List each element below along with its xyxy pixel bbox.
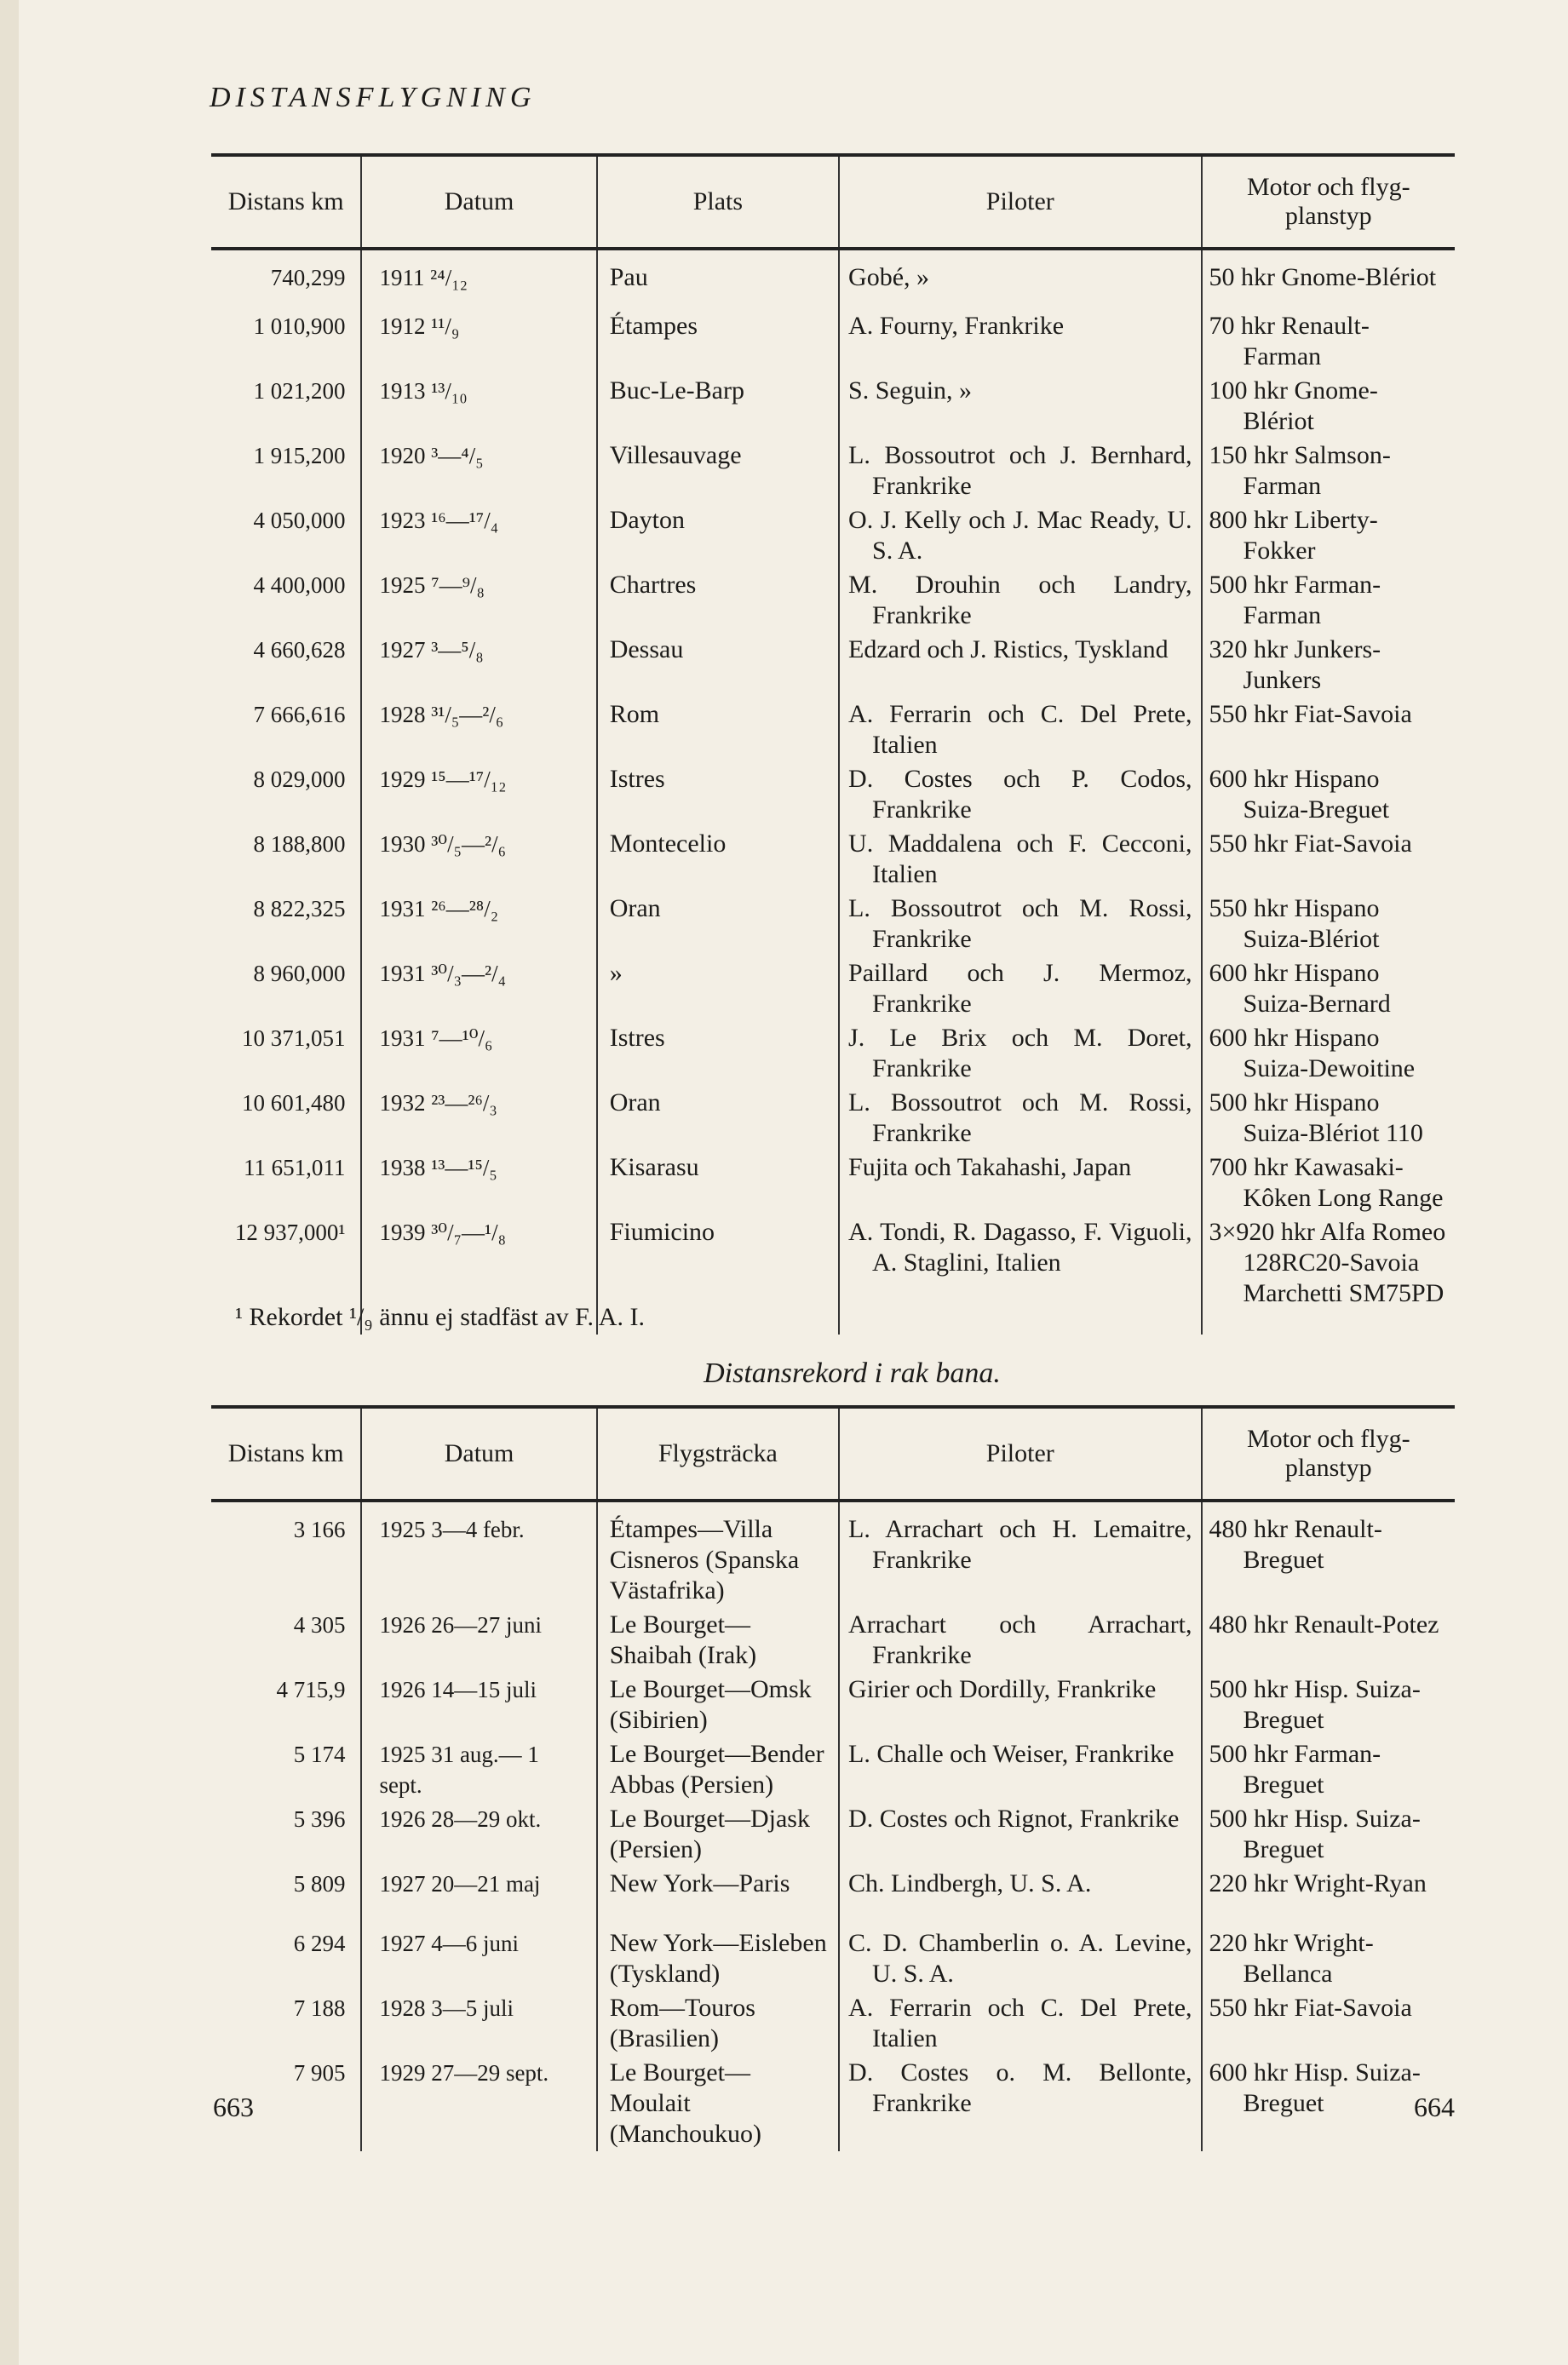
date-cell: 1925 3—4 febr.	[361, 1501, 596, 1608]
place-cell: Fiumicino	[597, 1215, 839, 1335]
table-row	[211, 633, 1455, 697]
pilots-cell: Girier och Dordilly, Frankrike	[839, 1673, 1201, 1737]
table-row	[211, 762, 1455, 827]
distance-cell: 8 960,000	[253, 961, 346, 986]
table-row	[211, 374, 1455, 439]
distance-cell: 5 396	[293, 1806, 346, 1832]
distance-cell: 7 905	[293, 2060, 346, 2086]
pilots-cell: Gobé, »	[839, 249, 1201, 309]
distance-cell: 8 188,800	[253, 831, 346, 857]
pilots-cell: Edzard och J. Ristics, Tyskland	[839, 633, 1201, 697]
pilots-cell: J. Le Brix och M. Doret, Frankrike	[839, 1021, 1201, 1086]
engine-cell: 150 hkr Salmson-Farman	[1202, 439, 1455, 503]
engine-cell: 550 hkr Fiat-Savoia	[1202, 1991, 1455, 2056]
header-pilots: Piloter	[839, 1407, 1201, 1501]
pilots-cell: Fujita och Takahashi, Japan	[839, 1151, 1201, 1215]
header-date: Datum	[361, 155, 596, 249]
engine-cell: 3×920 hkr Alfa Romeo 128RC20-Savoia Marchetti SM75PD	[1202, 1215, 1455, 1335]
date-cell: 1926 14—15 juli	[361, 1673, 596, 1737]
running-header: DISTANSFLYGNING	[210, 82, 537, 113]
place-cell: Le Bourget—Djask (Persien)	[597, 1802, 839, 1867]
table-row	[211, 1802, 1455, 1867]
date-cell: 1925 ⁷—⁹/₈	[361, 568, 596, 633]
table-row	[211, 697, 1455, 762]
engine-cell: 600 hkr Hispano Suiza-Bernard	[1202, 956, 1455, 1021]
place-cell: New York—Eisleben (Tyskland)	[597, 1926, 839, 1991]
engine-cell: 800 hkr Liberty-Fokker	[1202, 503, 1455, 568]
pilots-cell: D. Costes o. M. Bellonte, Frankrike	[839, 2056, 1201, 2151]
distance-cell: 8 029,000	[253, 766, 346, 792]
place-cell: Pau	[597, 249, 839, 309]
date-cell: 1928 3—5 juli	[361, 1991, 596, 2056]
engine-cell: 320 hkr Junkers-Junkers	[1202, 633, 1455, 697]
engine-cell: 550 hkr Hispano Suiza-Blériot	[1202, 892, 1455, 956]
engine-cell: 700 hkr Kawasaki-Kôken Long Range	[1202, 1151, 1455, 1215]
place-cell: Dessau	[597, 633, 839, 697]
distance-cell: 4 050,000	[253, 508, 346, 533]
table-row	[211, 1926, 1455, 1991]
place-cell: Oran	[597, 1086, 839, 1151]
pilots-cell: A. Fourny, Frankrike	[839, 309, 1201, 374]
distance-cell: 12 937,000¹	[234, 1220, 346, 1245]
date-cell: 1911 ²⁴/₁₂	[361, 249, 596, 309]
place-cell: Étampes	[597, 309, 839, 374]
engine-cell: 500 hkr Farman-Farman	[1202, 568, 1455, 633]
place-cell: Montecelio	[597, 827, 839, 892]
place-cell: Rom	[597, 697, 839, 762]
table-row	[211, 1737, 1455, 1802]
header-distance: Distans km	[211, 1407, 361, 1501]
table-row	[211, 249, 1455, 309]
engine-cell: 500 hkr Hisp. Suiza-Breguet	[1202, 1802, 1455, 1867]
engine-cell: 480 hkr Renault-Breguet	[1202, 1501, 1455, 1608]
header-route: Flygsträcka	[597, 1407, 839, 1501]
engine-cell: 220 hkr Wright-Ryan	[1202, 1867, 1455, 1926]
engine-cell: 600 hkr Hisp. Suiza-Breguet	[1202, 2056, 1455, 2151]
engine-cell: 50 hkr Gnome-Blériot	[1202, 249, 1455, 309]
footnote: ¹ Rekordet ¹/₉ ännu ej stadfäst av F. A. I.	[235, 1303, 645, 1331]
table-row	[211, 956, 1455, 1021]
table-row	[211, 892, 1455, 956]
date-cell: 1913 ¹³/₁₀	[361, 374, 596, 439]
distance-cell: 10 371,051	[241, 1025, 346, 1051]
table-row	[211, 827, 1455, 892]
place-cell: Le Bourget—Bender Abbas (Persien)	[597, 1737, 839, 1802]
place-cell: Oran	[597, 892, 839, 956]
distance-cell: 5 174	[293, 1742, 346, 1767]
place-cell: Le Bourget—Moulait (Manchoukuo)	[597, 2056, 839, 2151]
date-cell: 1939 ³⁰/₇—¹/₈	[361, 1215, 596, 1335]
page-number-right: 664	[1414, 2092, 1455, 2122]
distance-cell: 4 400,000	[253, 572, 346, 598]
header-place: Plats	[597, 155, 839, 249]
date-cell: 1938 ¹³—¹⁵/₅	[361, 1151, 596, 1215]
date-cell: 1926 28—29 okt.	[361, 1802, 596, 1867]
section-title: Distansrekord i rak bana.	[704, 1358, 1001, 1389]
pilots-cell: L. Arrachart och H. Lemaitre, Frankrike	[839, 1501, 1201, 1608]
table-row	[211, 503, 1455, 568]
page-number-left: 663	[213, 2092, 254, 2122]
pilots-cell: O. J. Kelly och J. Mac Ready, U. S. A.	[839, 503, 1201, 568]
place-cell: Chartres	[597, 568, 839, 633]
pilots-cell: Paillard och J. Mermoz, Frankrike	[839, 956, 1201, 1021]
pilots-cell: S. Seguin, »	[839, 374, 1201, 439]
table-row	[211, 1991, 1455, 2056]
pilots-cell: D. Costes och P. Codos, Frankrike	[839, 762, 1201, 827]
table-row	[211, 1021, 1455, 1086]
straight-line-records-table	[211, 1405, 1455, 2151]
distance-cell: 4 305	[293, 1612, 346, 1638]
engine-cell: 480 hkr Renault-Potez	[1202, 1608, 1455, 1673]
place-cell: Le Bourget—Omsk (Sibirien)	[597, 1673, 839, 1737]
table-row	[211, 1086, 1455, 1151]
place-cell: Istres	[597, 1021, 839, 1086]
distance-cell: 10 601,480	[241, 1090, 346, 1116]
table-row	[211, 1867, 1455, 1926]
distance-cell: 1 021,200	[253, 378, 346, 404]
date-cell: 1927 4—6 juni	[361, 1926, 596, 1991]
date-cell: 1926 26—27 juni	[361, 1608, 596, 1673]
engine-cell: 600 hkr Hispano Suiza-Breguet	[1202, 762, 1455, 827]
date-cell: 1925 31 aug.— 1 sept.	[361, 1737, 596, 1802]
date-cell: 1927 ³—⁵/₈	[361, 633, 596, 697]
pilots-cell: L. Bossoutrot och J. Bernhard, Frankrike	[839, 439, 1201, 503]
pilots-cell: Arrachart och Arrachart, Frankrike	[839, 1608, 1201, 1673]
table-row	[211, 568, 1455, 633]
table-row	[211, 1151, 1455, 1215]
header-pilots: Piloter	[839, 155, 1201, 249]
engine-cell: 220 hkr Wright-Bellanca	[1202, 1926, 1455, 1991]
place-cell: Buc-Le-Barp	[597, 374, 839, 439]
distance-cell: 1 010,900	[253, 313, 346, 339]
distance-cell: 3 166	[293, 1517, 346, 1542]
pilots-cell: A. Tondi, R. Dagasso, F. Viguoli, A. Staglini, Italien	[839, 1215, 1201, 1335]
date-cell: 1920 ³—⁴/₅	[361, 439, 596, 503]
date-cell: 1932 ²³—²⁶/₃	[361, 1086, 596, 1151]
place-cell: Dayton	[597, 503, 839, 568]
pilots-cell: Ch. Lindbergh, U. S. A.	[839, 1867, 1201, 1926]
pilots-cell: L. Bossoutrot och M. Rossi, Frankrike	[839, 1086, 1201, 1151]
pilots-cell: A. Ferrarin och C. Del Prete, Italien	[839, 697, 1201, 762]
date-cell: 1929 27—29 sept.	[361, 2056, 596, 2151]
distance-cell: 8 822,325	[253, 896, 346, 921]
engine-cell: 500 hkr Hispano Suiza-Blériot 110	[1202, 1086, 1455, 1151]
place-cell: Le Bourget—Shaibah (Irak)	[597, 1608, 839, 1673]
table-row	[211, 1501, 1455, 1608]
pilots-cell: C. D. Chamberlin o. A. Levine, U. S. A.	[839, 1926, 1201, 1991]
engine-cell: 500 hkr Hisp. Suiza-Breguet	[1202, 1673, 1455, 1737]
header-distance: Distans km	[211, 155, 361, 249]
table-row	[211, 439, 1455, 503]
date-cell: 1928 ³¹/₅—²/₆	[361, 697, 596, 762]
date-cell: 1929 ¹⁵—¹⁷/₁₂	[361, 762, 596, 827]
header-engine: Motor och flygplanstyp	[1202, 155, 1455, 249]
place-cell: Étampes—Villa Cisneros (Spanska Västafrika)	[597, 1501, 839, 1608]
engine-cell: 500 hkr Farman-Breguet	[1202, 1737, 1455, 1802]
engine-cell: 70 hkr Renault-Farman	[1202, 309, 1455, 374]
place-cell: New York—Paris	[597, 1867, 839, 1926]
distance-cell: 6 294	[293, 1931, 346, 1956]
distance-cell: 11 651,011	[243, 1155, 346, 1180]
place-cell: »	[597, 956, 839, 1021]
pilots-cell: D. Costes och Rignot, Frankrike	[839, 1802, 1201, 1867]
engine-cell: 600 hkr Hispano Suiza-Dewoitine	[1202, 1021, 1455, 1086]
page-edge	[0, 0, 19, 2365]
date-cell: 1931 ²⁶—²⁸/₂	[361, 892, 596, 956]
distance-cell: 1 915,200	[253, 443, 346, 468]
header-engine: Motor och flygplanstyp	[1202, 1407, 1455, 1501]
place-cell: Kisarasu	[597, 1151, 839, 1215]
date-cell: 1912 ¹¹/₉	[361, 309, 596, 374]
date-cell: 1930 ³⁰/₅—²/₆	[361, 827, 596, 892]
date-cell: 1931 ⁷—¹⁰/₆	[361, 1021, 596, 1086]
place-cell: Villesauvage	[597, 439, 839, 503]
pilots-cell: U. Maddalena och F. Cecconi, Italien	[839, 827, 1201, 892]
table-row	[211, 309, 1455, 374]
distance-cell: 4 715,9	[276, 1677, 346, 1702]
distance-cell: 7 188	[293, 1995, 346, 2021]
pilots-cell: A. Ferrarin och C. Del Prete, Italien	[839, 1991, 1201, 2056]
table-row	[211, 1608, 1455, 1673]
engine-cell: 100 hkr Gnome-Blériot	[1202, 374, 1455, 439]
engine-cell: 550 hkr Fiat-Savoia	[1202, 827, 1455, 892]
pilots-cell: L. Challe och Weiser, Frankrike	[839, 1737, 1201, 1802]
date-cell: 1931 ³⁰/₃—²/₄	[361, 956, 596, 1021]
distance-cell: 740,299	[270, 265, 346, 290]
date-cell: 1927 20—21 maj	[361, 1867, 596, 1926]
distance-records-table	[211, 153, 1455, 1335]
table-header-row	[211, 155, 1455, 249]
table-row	[211, 2056, 1455, 2151]
distance-cell: 7 666,616	[253, 702, 346, 727]
engine-cell: 550 hkr Fiat-Savoia	[1202, 697, 1455, 762]
distance-cell: 5 809	[293, 1871, 346, 1897]
place-cell: Istres	[597, 762, 839, 827]
place-cell: Rom—Touros (Brasilien)	[597, 1991, 839, 2056]
table-row	[211, 1673, 1455, 1737]
table-header-row	[211, 1407, 1455, 1501]
distance-cell: 4 660,628	[253, 637, 346, 663]
header-date: Datum	[361, 1407, 596, 1501]
date-cell: 1923 ¹⁶—¹⁷/₄	[361, 503, 596, 568]
pilots-cell: M. Drouhin och Landry, Frankrike	[839, 568, 1201, 633]
pilots-cell: L. Bossoutrot och M. Rossi, Frankrike	[839, 892, 1201, 956]
